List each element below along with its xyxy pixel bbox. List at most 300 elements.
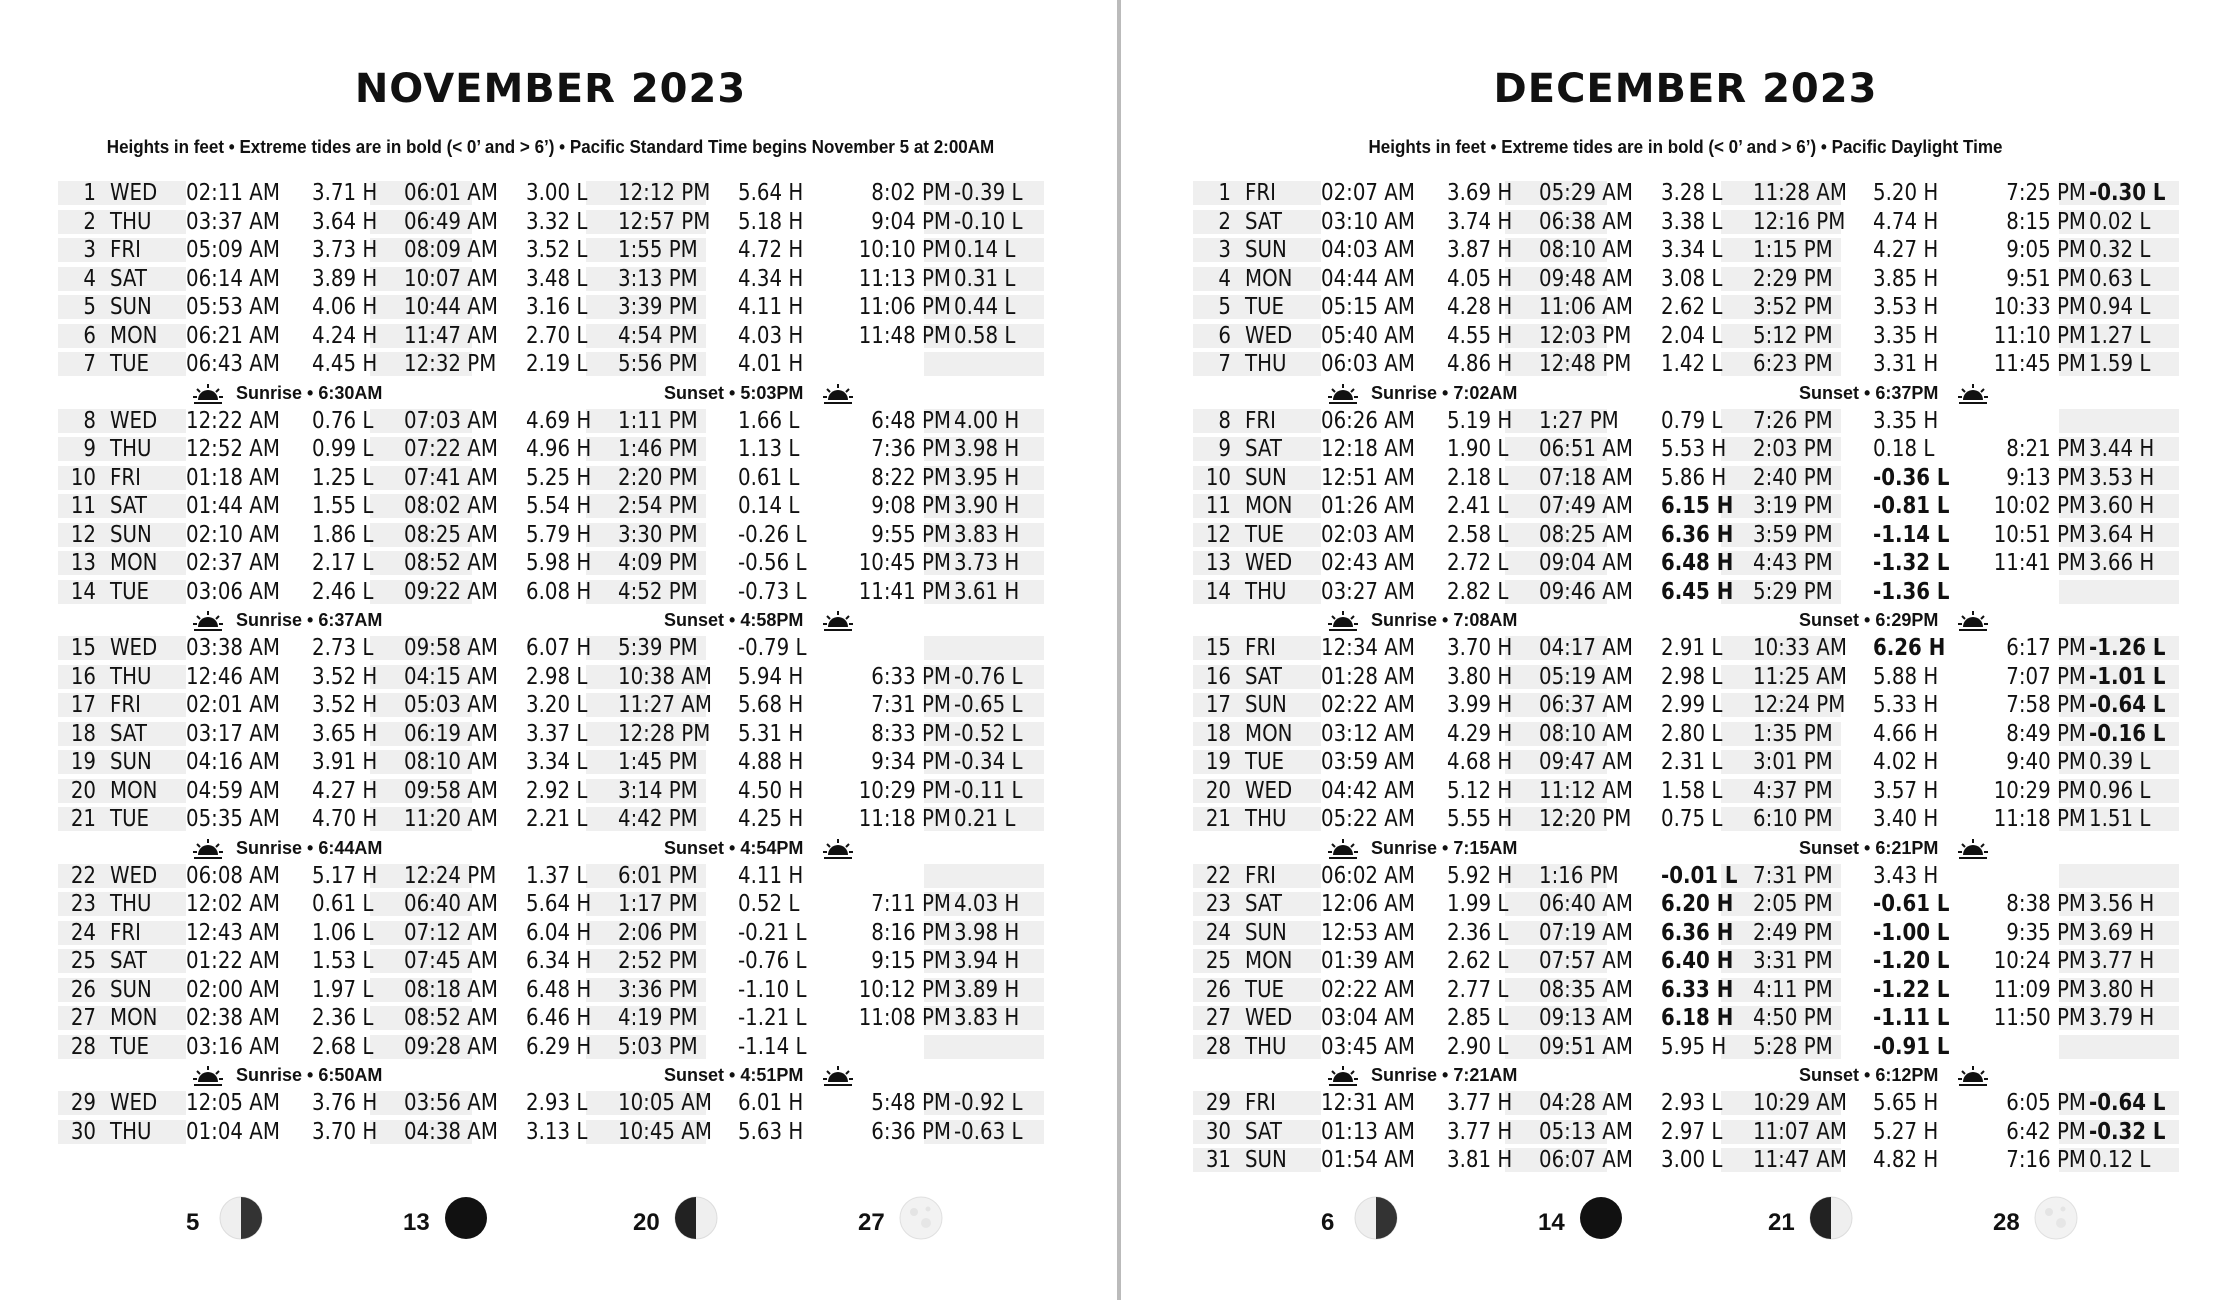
tide-height: -0.63 L xyxy=(954,1118,1023,1145)
tide-time: 11:06 AM xyxy=(1539,294,1633,320)
tide-time: 01:22 AM xyxy=(186,948,280,974)
day-of-week: WED xyxy=(1245,777,1293,804)
day-of-week: MON xyxy=(1245,493,1293,519)
tide-time: 11:10 PM xyxy=(1993,322,2086,349)
tide-time: 12:57 PM xyxy=(618,208,711,235)
day-of-week: SUN xyxy=(110,749,152,775)
tide-time: 8:22 PM xyxy=(871,464,951,491)
day-of-week: MON xyxy=(110,777,158,804)
day-number: 9 xyxy=(83,436,96,462)
tide-time: 11:27 AM xyxy=(618,692,712,718)
tide-time: 3:13 PM xyxy=(618,265,698,292)
tide-height: 4.74 H xyxy=(1873,208,1939,235)
tide-height: 1.58 L xyxy=(1661,777,1723,804)
tide-height: 2.36 L xyxy=(312,1005,374,1031)
tide-row xyxy=(1193,663,2178,692)
tide-row xyxy=(1193,464,2178,493)
tide-height: 3.40 H xyxy=(1873,806,1939,832)
tide-height: 3.34 L xyxy=(526,749,588,775)
page-title: DECEMBER 2023 xyxy=(1493,66,1878,112)
tide-height: -0.73 L xyxy=(738,578,807,605)
day-number: 27 xyxy=(1205,1005,1231,1031)
tide-height: 1.66 L xyxy=(738,407,800,434)
tide-time: 04:44 AM xyxy=(1321,265,1415,292)
tide-time: 6:10 PM xyxy=(1753,806,1833,832)
tide-time: 5:12 PM xyxy=(1753,322,1833,349)
moon-phase-day: 6 xyxy=(1321,1209,1335,1236)
tide-height: 2.68 L xyxy=(312,1033,374,1060)
day-number: 12 xyxy=(1205,521,1231,548)
tide-height: 3.83 H xyxy=(954,521,1020,548)
tide-height: 4.02 H xyxy=(1873,749,1939,775)
tide-time: 06:37 AM xyxy=(1539,692,1633,718)
day-of-week: TUE xyxy=(1245,294,1285,320)
tide-height: 3.48 L xyxy=(526,265,588,292)
tide-height: 2.62 L xyxy=(1661,294,1723,320)
tide-time: 6:42 PM xyxy=(2006,1118,2086,1145)
tide-height: 2.21 L xyxy=(526,806,588,832)
first-quarter-moon-icon xyxy=(673,1195,719,1241)
day-of-week: THU xyxy=(1245,578,1287,605)
day-number: 16 xyxy=(1205,663,1231,690)
tide-time: 04:15 AM xyxy=(404,663,498,690)
sunrise-label: Sunrise • 6:44AM xyxy=(236,837,383,858)
day-of-week: SUN xyxy=(1245,1147,1287,1173)
day-number: 6 xyxy=(1218,322,1231,349)
tide-time: 8:38 PM xyxy=(2006,891,2086,917)
moon-phase-item xyxy=(858,1195,978,1245)
tide-height: 0.14 L xyxy=(954,237,1016,263)
tide-row xyxy=(1193,1033,2178,1062)
tide-height: 2.62 L xyxy=(1447,948,1509,974)
day-of-week: MON xyxy=(110,550,158,576)
tide-height: 3.38 L xyxy=(1661,208,1723,235)
day-of-week: SAT xyxy=(110,948,148,974)
tide-row xyxy=(58,1004,1043,1033)
tide-height: 2.36 L xyxy=(1447,919,1509,946)
tide-row xyxy=(58,720,1043,749)
day-number: 5 xyxy=(83,294,96,320)
tide-time: 9:15 PM xyxy=(871,948,951,974)
tide-height: -0.61 L xyxy=(1873,891,1950,917)
tide-time: 5:48 PM xyxy=(871,1090,951,1116)
tide-time: 03:17 AM xyxy=(186,720,280,747)
sun-icon xyxy=(1327,609,1359,633)
tide-row xyxy=(58,947,1043,976)
tide-height: 2.98 L xyxy=(526,663,588,690)
tide-time: 03:56 AM xyxy=(404,1090,498,1116)
tide-time: 04:28 AM xyxy=(1539,1090,1633,1116)
tide-time: 8:21 PM xyxy=(2006,436,2086,462)
tide-time: 07:45 AM xyxy=(404,948,498,974)
tide-time: 11:41 PM xyxy=(858,578,951,605)
tide-height: 3.99 H xyxy=(1447,692,1513,718)
tide-height: 2.98 L xyxy=(1661,663,1723,690)
day-number: 29 xyxy=(70,1090,96,1116)
tide-time: 9:55 PM xyxy=(871,521,951,548)
tide-height: 4.03 H xyxy=(738,322,804,349)
day-number: 7 xyxy=(1218,351,1231,377)
tide-time: 8:16 PM xyxy=(871,919,951,946)
day-of-week: TUE xyxy=(110,806,150,832)
tide-height: 4.29 H xyxy=(1447,720,1513,747)
tide-time: 08:25 AM xyxy=(404,521,498,548)
tide-time: 07:12 AM xyxy=(404,919,498,946)
tide-height: 6.36 H xyxy=(1661,919,1734,946)
tide-height: -0.91 L xyxy=(1873,1033,1950,1060)
tide-height: -0.56 L xyxy=(738,550,807,576)
day-number: 8 xyxy=(83,407,96,434)
row-shading xyxy=(2059,1035,2179,1059)
tide-time: 1:35 PM xyxy=(1753,720,1833,747)
tide-time: 10:29 PM xyxy=(1993,777,2086,804)
tide-height: 1.51 L xyxy=(2089,806,2151,832)
tide-time: 08:18 AM xyxy=(404,976,498,1003)
tide-height: -0.65 L xyxy=(954,692,1023,718)
moon-phase-day: 5 xyxy=(186,1209,200,1236)
tide-time: 01:39 AM xyxy=(1321,948,1415,974)
day-of-week: SUN xyxy=(1245,919,1287,946)
tide-height: 0.31 L xyxy=(954,265,1016,292)
tide-time: 12:28 PM xyxy=(618,720,711,747)
new-moon-icon xyxy=(1578,1195,1624,1241)
day-of-week: SUN xyxy=(1245,464,1287,491)
day-number: 22 xyxy=(1205,862,1231,889)
tide-time: 12:31 AM xyxy=(1321,1090,1415,1116)
tide-time: 8:49 PM xyxy=(2006,720,2086,747)
tide-height: 1.06 L xyxy=(312,919,374,946)
day-number: 3 xyxy=(83,237,96,263)
tide-height: 6.07 H xyxy=(526,635,592,661)
tide-height: 3.31 H xyxy=(1873,351,1939,377)
day-of-week: THU xyxy=(110,1118,152,1145)
day-of-week: SAT xyxy=(110,493,148,519)
tide-time: 11:13 PM xyxy=(858,265,951,292)
tide-time: 4:37 PM xyxy=(1753,777,1833,804)
tide-height: 6.15 H xyxy=(1661,493,1734,519)
tide-height: 0.44 L xyxy=(954,294,1016,320)
tide-time: 6:05 PM xyxy=(2006,1090,2086,1116)
day-of-week: THU xyxy=(1245,351,1287,377)
tide-height: 3.35 H xyxy=(1873,322,1939,349)
day-number: 2 xyxy=(1218,208,1231,235)
tide-height: 2.04 L xyxy=(1661,322,1723,349)
tide-height: 4.96 H xyxy=(526,436,592,462)
tide-height: 2.18 L xyxy=(1447,464,1509,491)
tide-time: 09:58 AM xyxy=(404,635,498,661)
tide-time: 5:29 PM xyxy=(1753,578,1833,605)
tide-height: 3.73 H xyxy=(954,550,1020,576)
tide-time: 03:16 AM xyxy=(186,1033,280,1060)
tide-time: 02:03 AM xyxy=(1321,521,1415,548)
tide-height: 5.95 H xyxy=(1661,1033,1727,1060)
row-shading xyxy=(2059,864,2179,888)
tide-time: 4:42 PM xyxy=(618,806,698,832)
tide-height: -1.36 L xyxy=(1873,578,1950,605)
day-of-week: MON xyxy=(1245,948,1293,974)
day-number: 26 xyxy=(1205,976,1231,1003)
tide-height: 3.53 H xyxy=(1873,294,1939,320)
tide-time: 2:20 PM xyxy=(618,464,698,491)
tide-height: 5.64 H xyxy=(738,180,804,206)
tide-time: 10:29 PM xyxy=(858,777,951,804)
sun-icon xyxy=(822,382,854,406)
day-of-week: MON xyxy=(1245,265,1293,292)
tide-height: 5.20 H xyxy=(1873,180,1939,206)
sun-times-row xyxy=(58,1061,1043,1089)
day-of-week: TUE xyxy=(110,1033,150,1060)
tide-height: 3.85 H xyxy=(1873,265,1939,292)
day-number: 27 xyxy=(70,1005,96,1031)
tide-height: 1.86 L xyxy=(312,521,374,548)
tide-height: -1.11 L xyxy=(1873,1005,1950,1031)
day-number: 4 xyxy=(1218,265,1231,292)
sunrise-label: Sunrise • 7:02AM xyxy=(1371,382,1518,403)
tide-time: 06:19 AM xyxy=(404,720,498,747)
tide-height: 3.76 H xyxy=(312,1090,378,1116)
tide-time: 07:03 AM xyxy=(404,407,498,434)
moon-phase-item xyxy=(1993,1195,2113,1245)
day-of-week: MON xyxy=(110,322,158,349)
day-of-week: THU xyxy=(1245,806,1287,832)
day-of-week: TUE xyxy=(110,351,150,377)
tide-time: 11:18 PM xyxy=(858,806,951,832)
day-number: 26 xyxy=(70,976,96,1003)
day-of-week: TUE xyxy=(1245,521,1285,548)
tide-height: 2.93 L xyxy=(1661,1090,1723,1116)
tide-height: 6.48 H xyxy=(1661,550,1734,576)
tide-height: 3.32 L xyxy=(526,208,588,235)
tide-row xyxy=(58,350,1043,379)
sun-times-row xyxy=(1193,834,2178,862)
tide-time: 02:43 AM xyxy=(1321,550,1415,576)
tide-time: 08:09 AM xyxy=(404,237,498,263)
tide-time: 05:22 AM xyxy=(1321,806,1415,832)
tide-time: 03:04 AM xyxy=(1321,1005,1415,1031)
tide-height: 3.64 H xyxy=(312,208,378,235)
day-of-week: WED xyxy=(1245,550,1293,576)
sunset-label: Sunset • 6:12PM xyxy=(1799,1065,1939,1085)
tide-height: 1.27 L xyxy=(2089,322,2151,349)
tide-time: 2:49 PM xyxy=(1753,919,1833,946)
tide-time: 2:03 PM xyxy=(1753,436,1833,462)
day-number: 18 xyxy=(1205,720,1231,747)
tide-time: 5:03 PM xyxy=(618,1033,698,1060)
tide-time: 11:47 AM xyxy=(404,322,498,349)
day-of-week: WED xyxy=(1245,1005,1293,1031)
tide-height: 3.57 H xyxy=(1873,777,1939,804)
day-of-week: MON xyxy=(1245,720,1293,747)
row-shading xyxy=(924,864,1044,888)
tide-time: 09:46 AM xyxy=(1539,578,1633,605)
day-number: 2 xyxy=(83,208,96,235)
day-of-week: TUE xyxy=(110,578,150,605)
tide-height: -0.64 L xyxy=(2089,1090,2166,1116)
day-of-week: TUE xyxy=(1245,976,1285,1003)
tide-height: 2.58 L xyxy=(1447,521,1509,548)
tide-row xyxy=(1193,549,2178,578)
tide-time: 01:18 AM xyxy=(186,464,280,491)
tide-time: 02:01 AM xyxy=(186,692,280,718)
day-of-week: SUN xyxy=(110,976,152,1003)
moon-phase-item xyxy=(1768,1195,1888,1245)
day-number: 19 xyxy=(70,749,96,775)
tide-time: 5:56 PM xyxy=(618,351,698,377)
tide-row xyxy=(58,578,1043,607)
first-quarter-moon-icon xyxy=(1808,1195,1854,1241)
tide-time: 12:32 PM xyxy=(404,351,497,377)
tide-row xyxy=(1193,179,2178,208)
tide-row xyxy=(58,805,1043,834)
tide-height: 4.88 H xyxy=(738,749,804,775)
tide-height: 4.11 H xyxy=(738,294,804,320)
tide-height: 6.08 H xyxy=(526,578,592,605)
tide-time: 06:40 AM xyxy=(404,891,498,917)
tide-row xyxy=(1193,208,2178,237)
tide-height: 4.06 H xyxy=(312,294,378,320)
tide-row xyxy=(58,464,1043,493)
tide-time: 08:52 AM xyxy=(404,1005,498,1031)
tide-time: 10:45 PM xyxy=(858,550,951,576)
tide-time: 11:06 PM xyxy=(858,294,951,320)
tide-height: 2.85 L xyxy=(1447,1005,1509,1031)
tide-height: 5.94 H xyxy=(738,663,804,690)
tide-table xyxy=(58,179,1043,1146)
tide-height: 3.69 H xyxy=(1447,180,1513,206)
tide-height: 4.25 H xyxy=(738,806,804,832)
tide-height: 0.99 L xyxy=(312,436,374,462)
tide-height: 1.53 L xyxy=(312,948,374,974)
moon-phase-day: 28 xyxy=(1993,1209,2020,1236)
tide-time: 9:05 PM xyxy=(2006,237,2086,263)
day-of-week: SAT xyxy=(1245,208,1283,235)
tide-row xyxy=(58,862,1043,891)
tide-time: 09:58 AM xyxy=(404,777,498,804)
tide-height: 2.72 L xyxy=(1447,550,1509,576)
tide-time: 12:51 AM xyxy=(1321,464,1415,491)
tide-height: 1.25 L xyxy=(312,464,374,491)
tide-row xyxy=(58,1089,1043,1118)
tide-time: 02:38 AM xyxy=(186,1005,280,1031)
tide-height: 6.36 H xyxy=(1661,521,1734,548)
page-divider xyxy=(1117,0,1121,1300)
tide-height: 2.93 L xyxy=(526,1090,588,1116)
tide-time: 9:13 PM xyxy=(2006,464,2086,491)
tide-time: 06:26 AM xyxy=(1321,407,1415,434)
tide-height: 5.64 H xyxy=(526,891,592,917)
day-of-week: FRI xyxy=(1245,180,1276,206)
tide-row xyxy=(1193,976,2178,1005)
tide-height: 3.00 L xyxy=(1661,1147,1723,1173)
sunset-label: Sunset • 6:37PM xyxy=(1799,382,1939,403)
day-number: 21 xyxy=(70,806,96,832)
tide-time: 03:59 AM xyxy=(1321,749,1415,775)
day-number: 15 xyxy=(1205,635,1231,661)
tide-height: 5.55 H xyxy=(1447,806,1513,832)
tide-time: 03:37 AM xyxy=(186,208,280,235)
tide-time: 06:49 AM xyxy=(404,208,498,235)
moon-phases xyxy=(1193,1195,2178,1255)
tide-height: 4.00 H xyxy=(954,407,1020,434)
tide-time: 05:03 AM xyxy=(404,692,498,718)
tide-time: 9:51 PM xyxy=(2006,265,2086,292)
sun-icon xyxy=(192,609,224,633)
tide-height: -0.52 L xyxy=(954,720,1023,747)
tide-height: 6.34 H xyxy=(526,948,592,974)
tide-height: 3.87 H xyxy=(1447,237,1513,263)
tide-time: 10:12 PM xyxy=(858,976,951,1003)
sunset-label: Sunset • 4:51PM xyxy=(664,1065,804,1085)
tide-time: 01:13 AM xyxy=(1321,1118,1415,1145)
tide-time: 08:25 AM xyxy=(1539,521,1633,548)
full-moon-icon xyxy=(898,1195,944,1241)
tide-time: 01:28 AM xyxy=(1321,663,1415,690)
day-of-week: FRI xyxy=(110,919,141,946)
tide-height: 3.73 H xyxy=(312,237,378,263)
tide-time: 7:07 PM xyxy=(2006,663,2086,690)
tide-height: 3.65 H xyxy=(312,720,378,747)
tide-time: 3:39 PM xyxy=(618,294,698,320)
tide-row xyxy=(58,179,1043,208)
tide-height: 6.45 H xyxy=(1661,578,1734,605)
tide-height: 1.97 L xyxy=(312,976,374,1003)
tide-height: -1.14 L xyxy=(738,1033,807,1060)
tide-height: -0.76 L xyxy=(738,948,807,974)
tide-height: 2.31 L xyxy=(1661,749,1723,775)
day-number: 20 xyxy=(1205,777,1231,804)
tide-height: 3.83 H xyxy=(954,1005,1020,1031)
day-of-week: THU xyxy=(110,436,152,462)
tide-height: 3.69 H xyxy=(2089,919,2155,946)
page-december xyxy=(1193,0,2178,1300)
full-moon-icon xyxy=(2033,1195,2079,1241)
day-of-week: SUN xyxy=(1245,237,1287,263)
tide-time: 05:13 AM xyxy=(1539,1118,1633,1145)
tide-height: 5.98 H xyxy=(526,550,592,576)
tide-time: 9:40 PM xyxy=(2006,749,2086,775)
tide-time: 6:36 PM xyxy=(871,1118,951,1145)
tide-height: 2.19 L xyxy=(526,351,588,377)
tide-height: 2.46 L xyxy=(312,578,374,605)
tide-height: 5.63 H xyxy=(738,1118,804,1145)
day-number: 14 xyxy=(70,578,96,605)
tide-height: 0.79 L xyxy=(1661,407,1723,434)
tide-time: 10:44 AM xyxy=(404,294,498,320)
tide-time: 12:22 AM xyxy=(186,407,280,434)
tide-time: 10:24 PM xyxy=(1993,948,2086,974)
day-number: 20 xyxy=(70,777,96,804)
tide-time: 03:06 AM xyxy=(186,578,280,605)
sun-icon xyxy=(822,609,854,633)
tide-height: -0.21 L xyxy=(738,919,807,946)
tide-time: 5:28 PM xyxy=(1753,1033,1833,1060)
tide-time: 08:52 AM xyxy=(404,550,498,576)
tide-time: 1:46 PM xyxy=(618,436,698,462)
tide-height: -0.39 L xyxy=(954,180,1023,206)
sunrise-label: Sunrise • 7:08AM xyxy=(1371,610,1518,630)
tide-height: 3.52 H xyxy=(312,663,378,690)
tide-row xyxy=(1193,748,2178,777)
tide-row xyxy=(1193,919,2178,948)
tide-row xyxy=(58,521,1043,550)
tide-height: 3.94 H xyxy=(954,948,1020,974)
tide-height: 0.12 L xyxy=(2089,1147,2151,1173)
tide-height: 3.77 H xyxy=(1447,1090,1513,1116)
day-of-week: SAT xyxy=(1245,891,1283,917)
day-number: 7 xyxy=(83,351,96,377)
tide-height: 5.18 H xyxy=(738,208,804,235)
tide-time: 4:11 PM xyxy=(1753,976,1833,1003)
